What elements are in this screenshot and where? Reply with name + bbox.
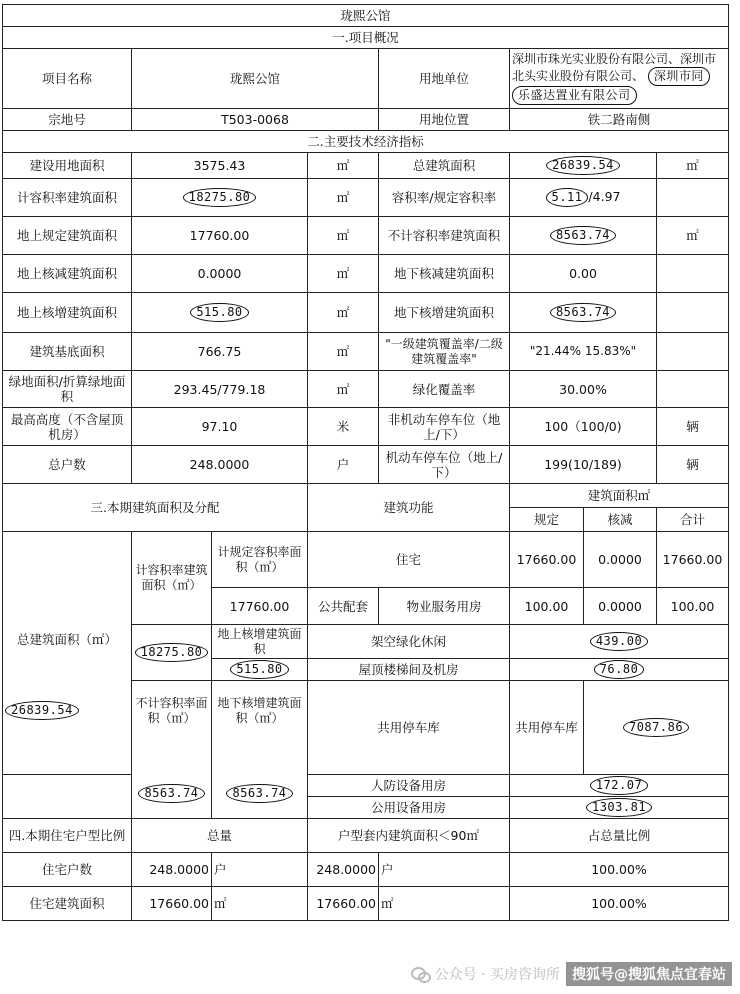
metric-unit: ㎡ [308, 293, 379, 333]
sec4-row-label: 住宅户数 [3, 853, 132, 887]
plan-area: 17760.00 [212, 588, 308, 625]
metric-label: 最高高度（不含屋顶机房） [3, 408, 132, 446]
metric-value [132, 293, 308, 333]
metric-label: 地下核增建筑面积 [379, 293, 510, 333]
metric-label: 绿地面积/折算绿地面积 [3, 371, 132, 408]
location-label: 用地位置 [379, 109, 510, 131]
metric-value: 3575.43 [132, 153, 308, 179]
area-label: 建筑面积㎡ [510, 484, 729, 508]
civil-value [510, 775, 729, 797]
metric-value: 100（100/0) [510, 408, 657, 446]
nonfar-label: 不计容积率面积（㎡） [135, 696, 208, 725]
sec4-row-label: 住宅建筑面积 [3, 887, 132, 921]
metric-unit: ㎡ [657, 217, 729, 255]
far-limit: 4.97 [592, 189, 621, 204]
under-add-label: 地下核增建筑面积（㎡） [217, 696, 302, 725]
circled-value: 8563.74 [226, 784, 292, 803]
metric-value: 5.11 /4.97 [510, 179, 657, 217]
property-name: 物业服务用房 [379, 588, 510, 625]
circled-value: 8563.74 [138, 784, 204, 803]
far-area [132, 625, 212, 681]
doc-title: 珑熙公馆 [3, 5, 729, 27]
location-value: 铁二路南侧 [510, 109, 729, 131]
metric-unit: ㎡ [308, 153, 379, 179]
metric-value [510, 217, 657, 255]
metric-label: 不计容积率建筑面积 [379, 217, 510, 255]
sec4-col-ratio: 占总量比例 [510, 819, 729, 853]
circled-value: 7087.86 [623, 718, 689, 737]
metric-label: 总户数 [3, 446, 132, 484]
blank-cell [3, 775, 132, 797]
under-add-cell [212, 681, 308, 819]
equip-value [510, 797, 729, 819]
land-user-circled-2: 乐盛达置业有限公司 [512, 86, 637, 105]
section3-heading: 三.本期建筑面积及分配 [3, 484, 308, 532]
far-area-label: 计容积率建筑面积（㎡） [132, 532, 212, 625]
above-add-label: 地上核增建筑面积 [212, 625, 308, 659]
metric-unit: 辆 [657, 446, 729, 484]
function-label: 建筑功能 [308, 484, 510, 532]
land-user-circled-1: 深圳市同 [648, 67, 710, 86]
metric-label: 绿化覆盖率 [379, 371, 510, 408]
metric-unit: ㎡ [308, 217, 379, 255]
plan-area-label: 计规定容积率面积（㎡） [212, 532, 308, 588]
col-reduce: 核减 [584, 508, 657, 532]
circled-value: 515.80 [230, 660, 288, 679]
metric-unit: ㎡ [308, 255, 379, 293]
metric-label: 建筑基底面积 [3, 333, 132, 371]
metric-value: 0.00 [510, 255, 657, 293]
land-user-label: 用地单位 [379, 49, 510, 109]
wechat-watermark: 公众号 · 买房咨询所 [434, 967, 560, 983]
sec4-row-ratio: 100.00% [510, 887, 729, 921]
circled-value: 18275.80 [183, 188, 257, 207]
public-label: 公共配套 [308, 588, 379, 625]
metric-label: 容积率/规定容积率 [379, 179, 510, 217]
residential-reduce: 0.0000 [584, 532, 657, 588]
circled-value: 172.07 [590, 776, 648, 795]
sec4-row-total: 17660.00 [132, 887, 212, 921]
residential-plan: 17660.00 [510, 532, 584, 588]
nonfar-cell [132, 681, 212, 819]
parcel-number: T503-0068 [132, 109, 379, 131]
sec4-row-under90: 17660.00 [308, 887, 379, 921]
equip-name: 公用设备用房 [308, 797, 510, 819]
metric-value [132, 179, 308, 217]
section2-heading: 二.主要技术经济指标 [3, 131, 729, 153]
sec4-row-unit: ㎡ [212, 887, 308, 921]
circled-value: 5.11 [546, 188, 589, 207]
blank-cell [3, 797, 132, 819]
col-total: 合计 [657, 508, 729, 532]
metric-unit: 辆 [657, 408, 729, 446]
metric-label: 计容积率建筑面积 [3, 179, 132, 217]
circled-value: 18275.80 [135, 643, 209, 662]
metric-value: 199(10/189) [510, 446, 657, 484]
metric-unit [657, 371, 729, 408]
section1-heading: 一.项目概况 [3, 27, 729, 49]
metric-value: 0.0000 [132, 255, 308, 293]
metric-label: 机动车停车位（地上/下） [379, 446, 510, 484]
project-table [2, 4, 729, 921]
circled-value: 515.80 [190, 303, 248, 322]
metric-value: "21.44% 15.83%" [510, 333, 657, 371]
project-name: 珑熙公馆 [132, 49, 379, 109]
sec4-row-unit2: ㎡ [379, 887, 510, 921]
metric-value: 97.10 [132, 408, 308, 446]
property-total: 100.00 [657, 588, 729, 625]
metric-unit: 米 [308, 408, 379, 446]
roof-value [510, 659, 729, 681]
metric-value: 30.00% [510, 371, 657, 408]
circled-value: 439.00 [590, 632, 648, 651]
metric-unit [657, 333, 729, 371]
wechat-icon [411, 967, 429, 981]
metric-unit [657, 179, 729, 217]
sec4-row-total: 248.0000 [132, 853, 212, 887]
land-user-part-a: 深圳市珠光实业股份有限公司、深圳市北头实业股份有限公司、 [512, 52, 717, 83]
circled-value: 76.80 [594, 660, 645, 679]
parcel-label: 宗地号 [3, 109, 132, 131]
sec4-row-under90: 248.0000 [308, 853, 379, 887]
section4-heading: 四.本期住宅户型比例 [3, 819, 132, 853]
residential-total: 17660.00 [657, 532, 729, 588]
circled-value: 26839.54 [5, 701, 79, 720]
sec4-col-total: 总量 [132, 819, 308, 853]
metric-label: 建设用地面积 [3, 153, 132, 179]
project-name-label: 项目名称 [3, 49, 132, 109]
watermark [411, 962, 732, 986]
metric-unit: 户 [308, 446, 379, 484]
metric-label: 地上核增建筑面积 [3, 293, 132, 333]
metric-label: 总建筑面积 [379, 153, 510, 179]
total-area-cell [3, 532, 132, 775]
circled-value: 26839.54 [546, 156, 620, 175]
property-reduce: 0.0000 [584, 588, 657, 625]
metric-value [510, 153, 657, 179]
parking-value [584, 681, 729, 775]
metric-unit: ㎡ [308, 179, 379, 217]
metric-label: 地上核减建筑面积 [3, 255, 132, 293]
circled-value: 8563.74 [550, 303, 616, 322]
metric-value [510, 293, 657, 333]
metric-value: 248.0000 [132, 446, 308, 484]
col-plan: 规定 [510, 508, 584, 532]
metric-unit: ㎡ [308, 371, 379, 408]
sec4-row-ratio: 100.00% [510, 853, 729, 887]
circled-value: 1303.81 [586, 798, 652, 817]
total-area-label: 总建筑面积（㎡） [16, 632, 117, 647]
metric-unit [657, 293, 729, 333]
metric-unit [657, 255, 729, 293]
civil-name: 人防设备用房 [308, 775, 510, 797]
metric-label: 非机动车停车位（地上/下） [379, 408, 510, 446]
metric-value: 293.45/779.18 [132, 371, 308, 408]
metric-unit: ㎡ [657, 153, 729, 179]
sec4-col-under90: 户型套内建筑面积＜90㎡ [308, 819, 510, 853]
metric-label: 地下核减建筑面积 [379, 255, 510, 293]
green-value [510, 625, 729, 659]
parking-sub: 共用停车库 [510, 681, 584, 775]
residential-name: 住宅 [308, 532, 510, 588]
property-plan: 100.00 [510, 588, 584, 625]
parking-name: 共用停车库 [308, 681, 510, 775]
document-sheet [2, 4, 728, 921]
metric-label: 地上规定建筑面积 [3, 217, 132, 255]
sec4-row-unit: 户 [212, 853, 308, 887]
circled-value: 8563.74 [550, 226, 616, 245]
green-name: 架空绿化休闲 [308, 625, 510, 659]
sec4-row-unit2: 户 [379, 853, 510, 887]
sohu-watermark: 搜狐号@搜狐焦点宜春站 [566, 962, 732, 986]
roof-name: 屋顶楼梯间及机房 [308, 659, 510, 681]
metric-value: 766.75 [132, 333, 308, 371]
land-user [510, 49, 729, 109]
metric-value: 17760.00 [132, 217, 308, 255]
metric-unit: ㎡ [308, 333, 379, 371]
metric-label: "一级建筑覆盖率/二级建筑覆盖率" [379, 333, 510, 371]
above-add [212, 659, 308, 681]
